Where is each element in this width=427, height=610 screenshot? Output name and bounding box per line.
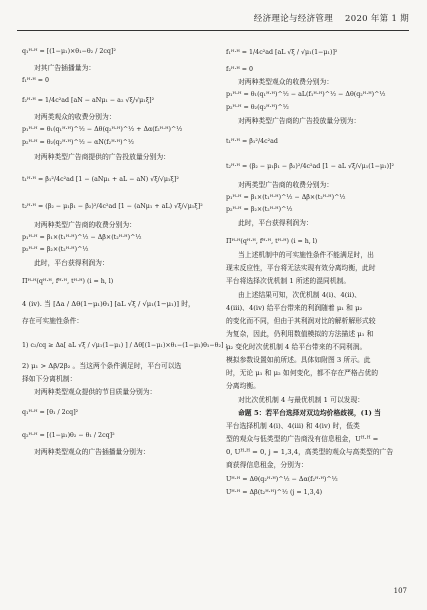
paragraph-line: 当上述机制中的可实施性条件不能满足时，出	[238, 251, 374, 259]
equation-t2-sep: t₂ᴴ·ᴴ = (β₂ − μ₁β₁ − β₂)²/4c²ad [1 − aL √ξ/√μ₁(1−μ₁)]²	[226, 163, 395, 170]
paragraph-line: 商获得信息租金，分别为：	[226, 461, 308, 469]
equation-p1-ad: p₁ᴴ·ᴴ = β₁×(t₁ᴴ·ᴴ)^½ − Δβ×(t₂ᴴ·ᴴ)^½	[22, 234, 142, 241]
paragraph-line: 对比次优机制 4 与最优机制 1 可以发现：	[238, 396, 365, 404]
condition-1: 1) c₂/cq ≥ Δa[ aL √ξ / √μ₁(1−μ₁) ] / Δθ[(1−μ₁)×θ₁−(1−μ₁)θ₁−θ₂] ;	[22, 342, 228, 349]
text-line: 对两种类型广告商的广告投放量分别为：	[238, 117, 361, 125]
paragraph-line: 平台选择机制 4(i)、4(iii) 和 4(iv) 时，低类	[226, 422, 360, 430]
page-number: 107	[393, 587, 407, 596]
equation-p1-sep: p₁ᴴ·ᴴ = θ₁(q₁ᴴ·ᴴ)^½ − aL(f₁ᴴ·ᴴ)^½ − Δθ(q₂ᴴ·ᴴ)^½	[226, 91, 386, 98]
equation-q1: q₁ᴴ·ᴴ = [(1−μ₁)×θ₁−θ₂ / 2cq]²	[22, 48, 116, 55]
equation-t2: t₂ᴴ·ᴴ = (β₂ − μ₁β₁ − β₂)²/4c²ad [1 − (aNμ₁ + aL) √ξ/√μ₁ξ]²	[22, 203, 203, 210]
proposition-line: 命题 5：若平台选择对双边均价格歧视，(1) 当	[238, 409, 381, 417]
text-line: 对两类型广告商的收费分别为：	[238, 181, 334, 189]
equation-t1-sep: t₁ᴴ·ᴴ = β₁²/4c²ad	[226, 138, 278, 145]
text-line: 对两种类型观众的收费分别为：	[238, 78, 334, 86]
text-line: 此时，平台获得利润为：	[34, 259, 109, 267]
left-column	[22, 40, 228, 582]
header-rule	[17, 30, 409, 31]
equation-f1: f₁ᴴ·ᴴ = 0	[22, 77, 50, 84]
paragraph-line: 为复杂，因此，仍利用数值模拟的方法描述 μ₁ 和	[226, 330, 374, 338]
equation-f2: f₂ᴴ·ᴴ = 1/4c²ad [aN − aNμ₁ − a₂ √ξ/√μ₁ξ]²	[22, 97, 155, 104]
equation-u1: Uᴴ·ᴴ = Δθ(q₂ᴴ·ᴴ)^½ − Δα(f₂ᴴ·ᴴ)^½	[226, 476, 338, 483]
right-column	[226, 40, 409, 582]
paragraph-line: 0, Uᴴ·ᴴ = 0, j = 1,3,4，高类型的观众与高类型的广告	[226, 448, 394, 456]
paragraph-line: 4(iii)、4(iv) 给平台带来的利润随着 μ₁ 和 μ₂	[226, 304, 363, 312]
paragraph-line: 的变化而不同，但由于其利润对比的解析解形式较	[226, 317, 376, 325]
text-line: 对两种类型观众的广告插播量分别为：	[34, 448, 150, 456]
paragraph-line: 时，无论 μ₁ 和 μ₂ 如何变化，都不存在严格占优的	[226, 369, 379, 377]
paragraph-line: μ₂ 变化时次优机制 4 给平台带来的不同利润。	[226, 343, 367, 351]
text-line: 对两种类型广告商提供的广告投放量分别为：	[34, 153, 170, 161]
equation-q2-sep: q₂ᴴ·ᴴ = [(1−μ₁)θ₂ − θ₁ / 2cq]²	[22, 432, 115, 439]
text-line: 存在可实施性条件：	[22, 317, 84, 325]
paragraph-line: 模拟参数设置如前所述。具体如附图 3 所示。此	[226, 356, 371, 364]
equation-q1-sep: q₁ᴴ·ᴴ = [θ₁ / 2cq]²	[22, 409, 79, 416]
paragraph-line: 分离均衡。	[226, 382, 260, 390]
equation-p1: p₁ᴴ·ᴴ = θ₁(q₁ᴴ·ᴴ)^½ − Δθ(q₂ᴴ·ᴴ)^½ + Δα(f₂ᴴ·ᴴ)^½	[22, 126, 183, 133]
equation-t1: t₁ᴴ·ᴴ = β₁²/4c²ad [1 − (aNμ₁ + aL − aN) √ξ/√μ₁ξ]²	[22, 176, 179, 183]
text-line: 对两种类型观众提供的节目质量分别为：	[34, 388, 157, 396]
text-line: 择如下分离机制：	[22, 375, 77, 383]
equation-profit-sep: Πᴴ·ᴴ(qᴴ·ᴴ, fᴴ·ᴴ, tᴴ·ᴴ) (i = h, l)	[226, 238, 318, 245]
journal-name: 经济理论与经济管理	[253, 14, 333, 24]
condition-2: 2) μ₁ > Δβ/2β₂ 。当这两个条件满足时，平台可以选	[22, 362, 182, 370]
paragraph-line: 型的观众与低类型的广告商没有信息租金，Uᴴ·ᴴ =	[226, 435, 379, 443]
paragraph-line: 平台将选择次优机制 1 所述的混同机制。	[226, 277, 351, 285]
issue-label: 2020 年第 1 期	[345, 14, 409, 24]
text-line: 此时，平台获得利润为：	[238, 219, 313, 227]
running-header	[209, 14, 409, 28]
equation-profit: Πᴴ·ᴴ(qᴴ·ᴴ, fᴴ·ᴴ, tᴴ·ᴴ) (i = h, l)	[22, 278, 114, 285]
equation-f2-sep: f₂ᴴ·ᴴ = 0	[226, 66, 254, 73]
equation-p2-ad-sep: p₂ᴴ·ᴴ = β₂×(t₂ᴴ·ᴴ)^½	[226, 206, 293, 213]
equation-p1-ad-sep: p₁ᴴ·ᴴ = β₁×(t₁ᴴ·ᴴ)^½ − Δβ×(t₂ᴴ·ᴴ)^½	[226, 194, 346, 201]
paragraph-line: 由上述结果可知，次优机制 4(i)、4(ii)、	[238, 291, 362, 299]
equation-p2: p₂ᴴ·ᴴ = θ₂(q₂ᴴ·ᴴ)^½ − αN(f₂ᴴ·ᴴ)^½	[22, 139, 134, 146]
paragraph-line: 现末反应性，平台将无法实现有效分离均衡，此时	[226, 264, 376, 272]
equation-f1-sep: f₁ᴴ·ᴴ = 1/4c²ad [aL √ξ / √μ₁(1−μ₁)]²	[226, 49, 338, 56]
condition-line: 4 (iv). 当 [Δa / Δθ(1−μ₁)θ₁] [aL √ξ / √μ₁(1−μ₁)] 时，	[22, 300, 195, 308]
text-line: 对两种类型广告商的收费分别为：	[34, 221, 136, 229]
equation-u2: Uᴴ·ᴴ = Δβ(t₂ᴴ·ᴴ)^½ (j = 1,3,4)	[226, 489, 323, 496]
equation-p2-sep: p₂ᴴ·ᴴ = θ₂(q₂ᴴ·ᴴ)^½	[226, 104, 289, 111]
equation-p2-ad: p₂ᴴ·ᴴ = β₂×(t₂ᴴ·ᴴ)^½	[22, 246, 89, 253]
text-line: 对其广告插播量为：	[34, 64, 96, 72]
text-line: 对两类观众的收费分别为：	[34, 113, 116, 121]
